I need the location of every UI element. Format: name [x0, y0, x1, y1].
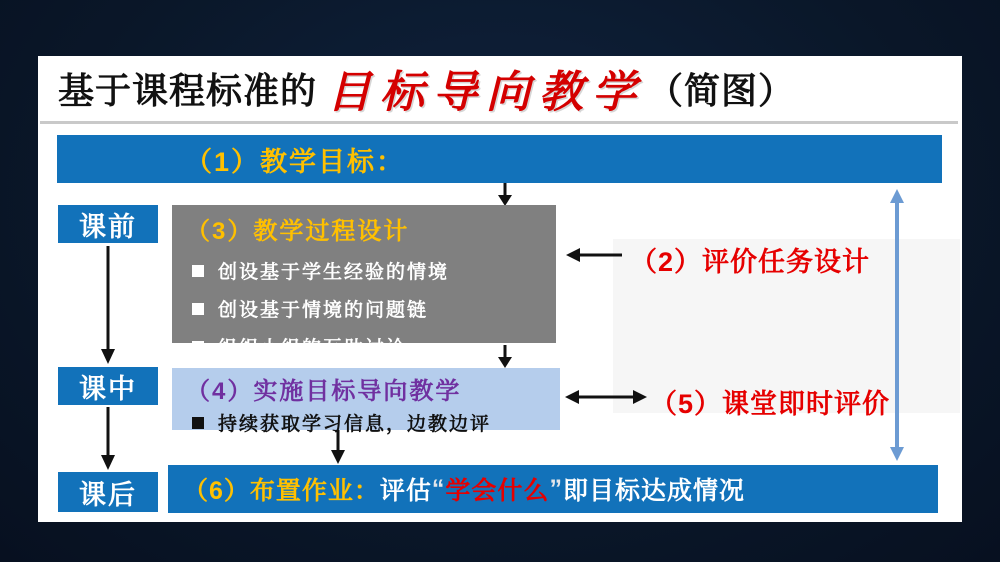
title-suffix: （简图） [647, 69, 796, 111]
square-bullet-icon [192, 417, 204, 429]
homework-bar [168, 465, 938, 513]
homework-suffix: 即目标达成情况 [562, 477, 745, 505]
process-bullet-2 [186, 295, 556, 322]
down-arrow-icon [100, 407, 116, 470]
implement-title: （4）实施目标导向教学 [186, 378, 462, 405]
stage-label: 课中 [79, 373, 137, 404]
down-arrow-icon [497, 345, 513, 368]
implement-box [172, 368, 560, 435]
homework-mid: 评估 [379, 477, 432, 505]
slide-title [58, 60, 795, 116]
stage-box-during-class [58, 367, 158, 405]
process-bullet-1 [186, 257, 556, 284]
eval-task-label: （2）评价任务设计 [630, 247, 871, 277]
process-bullet-text: 创设基于学生经验的情境 [218, 262, 450, 283]
stage-label: 课后 [79, 479, 137, 510]
square-bullet-icon [192, 341, 204, 353]
double-vertical-arrow-icon [889, 189, 905, 461]
title-divider [40, 121, 958, 124]
title-prefix: 基于课程标准的 [58, 69, 318, 111]
goal-bar-label: （1）教学目标： [185, 146, 406, 177]
down-arrow-icon [100, 246, 116, 364]
stage-label: 课前 [79, 211, 137, 242]
process-design-box [172, 205, 556, 359]
down-arrow-icon [330, 430, 346, 464]
presentation-slide [38, 56, 962, 522]
goal-bar [57, 135, 942, 183]
homework-highlight: 学会什么 [445, 477, 550, 505]
stage-box-before-class [58, 205, 158, 243]
square-bullet-icon [192, 303, 204, 315]
process-bullet-text: 组织小组的互助讨论 [218, 338, 408, 359]
homework-quote-open: “ [431, 474, 446, 503]
implement-bullet-text: 持续获取学习信息，边教边评 [218, 414, 492, 435]
square-bullet-icon [192, 265, 204, 277]
implement-bullet [186, 409, 560, 436]
title-highlight: 目标导向教学 [327, 67, 646, 118]
process-design-title: （3）教学过程设计 [186, 218, 410, 245]
homework-prefix: （6）布置作业： [183, 477, 380, 505]
double-horizontal-arrow-icon [565, 389, 647, 405]
left-arrow-icon [566, 247, 622, 263]
stage-box-after-class [58, 472, 158, 512]
homework-quote-close: ” [549, 474, 563, 503]
process-bullet-text: 创设基于情境的问题链 [218, 300, 429, 321]
down-arrow-icon [497, 183, 513, 206]
instant-eval-label: （5）课堂即时评价 [650, 389, 891, 419]
